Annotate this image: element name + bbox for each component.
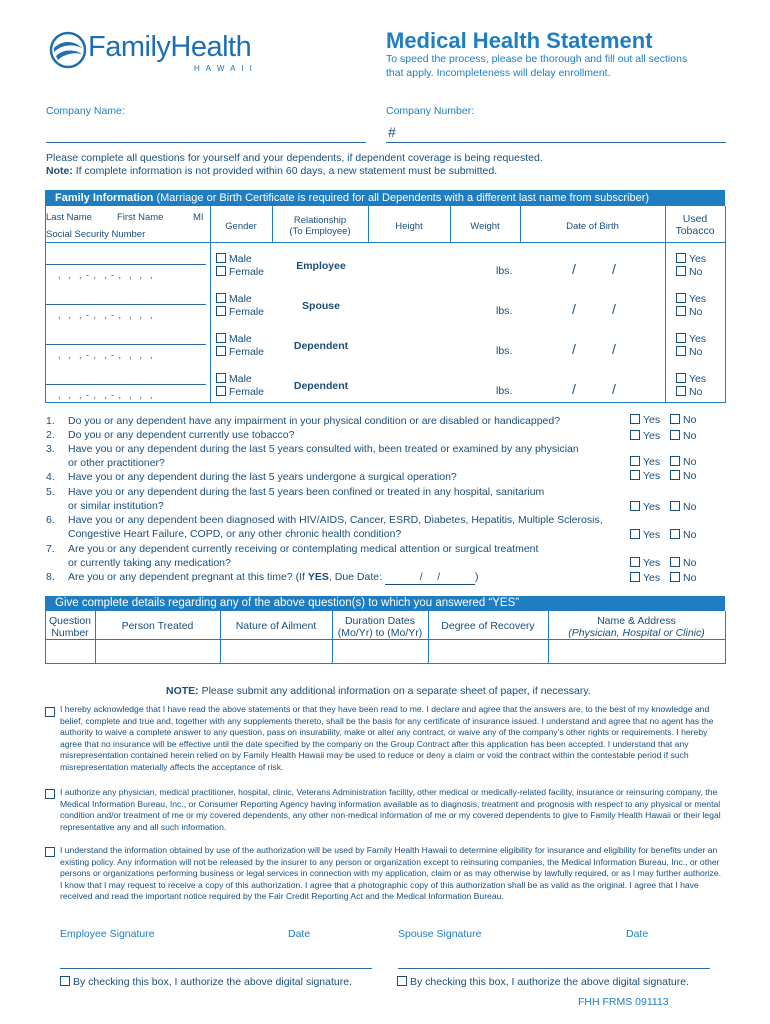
ssn-field[interactable]: , , , - , , - , , , , xyxy=(58,390,154,400)
details-col-duration-2: (Mo/Yr) to (Mo/Yr) xyxy=(337,627,423,639)
female-label: Female xyxy=(229,306,265,318)
no-label: No xyxy=(689,266,703,278)
question-item xyxy=(46,414,560,428)
no-checkbox[interactable] xyxy=(676,306,686,316)
yes-checkbox[interactable] xyxy=(630,501,640,511)
tobacco-yes[interactable] xyxy=(676,373,706,386)
no-checkbox[interactable] xyxy=(670,470,680,480)
col-ssn: Social Security Number xyxy=(46,229,146,240)
question-yes[interactable] xyxy=(630,501,660,513)
weight-unit: lbs. xyxy=(496,345,513,357)
understand-checkbox[interactable] xyxy=(45,847,55,857)
tobacco-no[interactable] xyxy=(676,386,702,399)
question-no[interactable] xyxy=(670,501,696,513)
employee-signature-field[interactable] xyxy=(60,968,372,969)
question-no[interactable] xyxy=(670,572,696,584)
company-number-label: Company Number: xyxy=(386,105,475,117)
dob-separator: / xyxy=(612,301,616,317)
details-col-name xyxy=(548,615,725,639)
question-no[interactable] xyxy=(670,456,696,468)
question-yes[interactable] xyxy=(630,529,660,541)
details-col-ailment: Nature of Ailment xyxy=(235,620,317,632)
question-text-2: or other practitioner? xyxy=(68,457,165,469)
question-text-after: , Due Date: xyxy=(328,571,385,583)
question-text: Are you or any dependent pregnant at this time? (If xyxy=(68,571,308,583)
details-col-recovery: Degree of Recovery xyxy=(441,620,535,632)
tobacco-yes[interactable] xyxy=(676,333,706,346)
no-label: No xyxy=(683,456,697,468)
yes-label: Yes xyxy=(643,501,661,513)
question-number: 7. xyxy=(46,543,55,555)
question-yes[interactable] xyxy=(630,557,660,569)
male-checkbox[interactable] xyxy=(216,373,226,383)
yes-label: Yes xyxy=(689,373,707,385)
question-yes[interactable] xyxy=(630,456,660,468)
question-number: 8. xyxy=(46,571,55,583)
question-text-2: Congestive Heart Failure, COPD, or any other chronic health condition? xyxy=(68,528,402,540)
yes-checkbox[interactable] xyxy=(676,293,686,303)
intro-line-1: Please complete all questions for yourself and your dependents, if dependent coverage is being requested. xyxy=(46,152,543,164)
question-text-2: or currently taking any medication? xyxy=(68,557,231,569)
yes-checkbox[interactable] xyxy=(630,414,640,424)
yes-label: Yes xyxy=(643,414,661,426)
weight-unit: lbs. xyxy=(496,305,513,317)
no-label: No xyxy=(683,430,697,442)
question-item xyxy=(46,470,457,484)
no-label: No xyxy=(683,557,697,569)
tobacco-no[interactable] xyxy=(676,306,702,319)
note-line xyxy=(166,685,591,697)
col-first-name: First Name xyxy=(117,212,164,223)
question-item xyxy=(46,428,294,442)
intro-text xyxy=(46,152,543,178)
no-checkbox[interactable] xyxy=(670,572,680,582)
name-field[interactable] xyxy=(46,344,206,345)
no-label: No xyxy=(683,529,697,541)
details-bar xyxy=(45,596,725,611)
question-number: 1. xyxy=(46,415,55,427)
yes-label: Yes xyxy=(689,293,707,305)
details-bar-title: Give complete details regarding any of the above question(s) to which you answered “YES” xyxy=(55,597,520,609)
ssn-field[interactable]: , , , - , , - , , , , xyxy=(58,310,154,320)
question-text: Have you or any dependent during the last 5 years undergone a surgical operation? xyxy=(68,471,457,483)
intro-line-2 xyxy=(46,165,543,178)
question-item xyxy=(46,513,603,541)
tobacco-yes[interactable] xyxy=(676,253,706,266)
no-checkbox[interactable] xyxy=(670,414,680,424)
gender-female[interactable] xyxy=(216,266,264,279)
col-mi: MI xyxy=(193,212,204,223)
weight-unit: lbs. xyxy=(496,265,513,277)
question-number: 3. xyxy=(46,443,55,455)
gender-male[interactable] xyxy=(216,293,252,306)
female-checkbox[interactable] xyxy=(216,306,226,316)
yes-label: Yes xyxy=(643,529,661,541)
female-checkbox[interactable] xyxy=(216,266,226,276)
yes-label: Yes xyxy=(689,253,707,265)
divider xyxy=(45,639,725,640)
spouse-digital-text: By checking this box, I authorize the above digital signature. xyxy=(410,976,689,988)
acknowledge-checkbox[interactable] xyxy=(45,707,55,717)
question-item xyxy=(46,442,579,470)
yes-checkbox[interactable] xyxy=(630,456,640,466)
male-checkbox[interactable] xyxy=(216,333,226,343)
dob-separator: / xyxy=(612,341,616,357)
relationship-label: Dependent xyxy=(293,380,349,392)
no-checkbox[interactable] xyxy=(676,346,686,356)
details-col-question-1: Question xyxy=(48,615,92,627)
yes-checkbox[interactable] xyxy=(676,253,686,263)
spouse-signature-field[interactable] xyxy=(398,968,710,969)
authorize-text: I authorize any physician, medical practitioner, hospital, clinic, Veterans Administration facility, other medical or medically-related facility, insurance or reinsuring company, the Medical Information Bureau, Inc., or Consumer Reporting Agency having information available as to diagnosis, treatment and prognosis with respect to any physical or mental condition and/or treatment of me or my covered dependents, any other non-medical information of me or my covered dependents to give to Family Health Hawaii or their legal representative any and all such information. xyxy=(60,787,721,832)
yes-label: Yes xyxy=(689,333,707,345)
spouse-date-label: Date xyxy=(626,928,649,940)
note-text: Please submit any additional information on a separate sheet of paper, if necessary. xyxy=(198,685,591,697)
col-relationship xyxy=(272,215,368,237)
weight-unit: lbs. xyxy=(496,385,513,397)
question-item: 8. Are you or any dependent pregnant at this time? (If YES, Due Date: / / ) xyxy=(46,571,479,583)
male-label: Male xyxy=(229,253,252,265)
divider xyxy=(95,611,96,664)
question-no[interactable] xyxy=(670,470,696,482)
page-title: Medical Health Statement xyxy=(386,28,653,53)
col-relationship-1: Relationship xyxy=(293,215,347,226)
no-checkbox[interactable] xyxy=(670,557,680,567)
yes-checkbox[interactable] xyxy=(630,529,640,539)
details-col-name-1: Name & Address xyxy=(597,615,676,627)
dob-separator: / xyxy=(572,381,576,397)
understand-text: I understand the information obtained by use of the authorization will be used by Family Health Hawaii to determine eligibility for insurance and eligibility for benefits under an existing policy. Any information will not be released by the insurer to any person or organization except to reinsuring companies, the Medical Information Bureau, Inc., or other persons or organizations performing business or legal services in connection with my application, claim or as may otherwise by lawfully required, or as I may further authorize. I know that I may request to receive a copy of this authorization. I agree that a photographic copy of this authorization shall be as valid as the original. I agree that I have received and read the important notice required by the Fair Credit Reporting Act and the Medical Information Bureau. xyxy=(60,845,722,902)
question-yes[interactable] xyxy=(630,572,660,584)
no-checkbox[interactable] xyxy=(670,456,680,466)
yes-label: Yes xyxy=(643,572,661,584)
no-label: No xyxy=(689,346,703,358)
divider xyxy=(45,242,725,243)
question-text: Have you or any dependent during the last 5 years consulted with, been treated or examined by any physician xyxy=(68,443,579,455)
no-checkbox[interactable] xyxy=(670,529,680,539)
no-checkbox[interactable] xyxy=(670,501,680,511)
spouse-signature-label: Spouse Signature xyxy=(398,928,482,940)
tobacco-yes[interactable] xyxy=(676,293,706,306)
dob-separator: / xyxy=(572,341,576,357)
male-label: Male xyxy=(229,333,252,345)
details-col-question-2: Number xyxy=(51,627,89,639)
no-checkbox[interactable] xyxy=(676,386,686,396)
logo-name: FamilyHealth xyxy=(88,31,252,63)
yes-label: Yes xyxy=(643,456,661,468)
gender-female[interactable] xyxy=(216,346,264,359)
yes-checkbox[interactable] xyxy=(630,470,640,480)
family-health-logo xyxy=(48,30,88,70)
question-text-bold: YES xyxy=(307,571,329,583)
question-item xyxy=(46,542,538,570)
no-label: No xyxy=(683,572,697,584)
question-no[interactable] xyxy=(670,529,696,541)
no-label: No xyxy=(683,414,697,426)
no-checkbox[interactable] xyxy=(676,266,686,276)
question-number: 2. xyxy=(46,429,55,441)
male-label: Male xyxy=(229,373,252,385)
relationship-label: Employee xyxy=(296,260,346,272)
tobacco-no[interactable] xyxy=(676,346,702,359)
question-text: Are you or any dependent currently receiving or contemplating medical attention or surgical treatment xyxy=(68,543,539,555)
question-item xyxy=(46,485,544,513)
no-label: No xyxy=(683,470,697,482)
logo-sub: HAWAII xyxy=(194,64,258,73)
page-subtitle: To speed the process, please be thorough and fill out all sections that apply. Incompleteness will delay enrollment. xyxy=(386,53,688,79)
company-name-label: Company Name: xyxy=(46,105,125,117)
dob-separator: / xyxy=(572,261,576,277)
details-col-person: Person Treated xyxy=(121,620,194,632)
female-label: Female xyxy=(229,266,265,278)
question-yes[interactable] xyxy=(630,414,660,426)
yes-checkbox[interactable] xyxy=(676,373,686,383)
question-no[interactable] xyxy=(670,557,696,569)
question-no[interactable] xyxy=(670,430,696,442)
question-text: Do you or any dependent currently use tobacco? xyxy=(68,429,295,441)
name-field[interactable] xyxy=(46,264,206,265)
divider xyxy=(428,611,429,664)
intro-note-label: Note: xyxy=(46,165,73,177)
name-field[interactable] xyxy=(46,384,206,385)
question-yes[interactable] xyxy=(630,470,660,482)
col-tobacco-1: Used xyxy=(682,213,708,225)
col-relationship-2: (To Employee) xyxy=(289,226,351,237)
acknowledge-text: I hereby acknowledge that I have read the above statements or that they have been read to me. I declare and agree that the answers are, to the best of my knowledge and belief, complete and true and, together with any supplements thereto, shall be the basis for any certificate of insurance issued. I understand and agree that no agent has the authority to waive a complete answer to any question, pass on insurability, make or alter any contract, or waive any of the company’s other rights or requirements. I hereby agree that no insurance will be effective until the date specified by the company on the Group Contract after this application has been accepted. I understand that any misrepresentation contained herein relied on by Family Health Hawaii may be used to reduce or deny a claim or void the contract within the contestable period if such misrepresentation materially affects the acceptance of risk. xyxy=(60,704,714,772)
question-number: 6. xyxy=(46,514,55,526)
spouse-digital-consent[interactable] xyxy=(397,976,689,988)
details-col-question xyxy=(45,615,95,639)
yes-checkbox[interactable] xyxy=(630,572,640,582)
relationship-label: Dependent xyxy=(293,340,349,352)
col-tobacco-2: Tobacco xyxy=(675,225,715,237)
ssn-field[interactable]: , , , - , , - , , , , xyxy=(58,350,154,360)
company-name-field[interactable] xyxy=(46,142,366,143)
dob-separator: / xyxy=(572,301,576,317)
employee-digital-text: By checking this box, I authorize the above digital signature. xyxy=(73,976,352,988)
tobacco-no[interactable] xyxy=(676,266,702,279)
company-number-field[interactable] xyxy=(386,142,726,143)
female-checkbox[interactable] xyxy=(216,386,226,396)
no-label: No xyxy=(683,501,697,513)
gender-male[interactable] xyxy=(216,333,252,346)
col-height: Height xyxy=(395,221,423,232)
question-text-2: or similar institution? xyxy=(68,500,164,512)
divider xyxy=(210,206,211,402)
authorize-checkbox[interactable] xyxy=(45,789,55,799)
employee-digital-consent[interactable] xyxy=(60,976,352,988)
ssn-field[interactable]: , , , - , , - , , , , xyxy=(58,270,154,280)
details-col-duration-1: Duration Dates xyxy=(344,615,416,627)
dob-separator: / xyxy=(612,261,616,277)
female-checkbox[interactable] xyxy=(216,346,226,356)
col-weight: Weight xyxy=(470,221,500,232)
due-date-field[interactable]: / / xyxy=(385,570,475,585)
family-info-title: Family Information xyxy=(55,192,154,204)
gender-female[interactable] xyxy=(216,306,264,319)
gender-male[interactable] xyxy=(216,373,252,386)
gender-female[interactable] xyxy=(216,386,264,399)
male-checkbox[interactable] xyxy=(216,253,226,263)
employee-date-label: Date xyxy=(288,928,311,940)
yes-checkbox[interactable] xyxy=(630,557,640,567)
details-col-duration xyxy=(332,615,428,639)
yes-label: Yes xyxy=(643,557,661,569)
note-label: NOTE: xyxy=(166,685,199,697)
no-label: No xyxy=(689,306,703,318)
question-no[interactable] xyxy=(670,414,696,426)
dob-separator: / xyxy=(612,381,616,397)
col-last-name: Last Name xyxy=(46,212,92,223)
yes-checkbox[interactable] xyxy=(630,430,640,440)
details-col-name-2: (Physician, Hospital or Clinic) xyxy=(568,627,705,639)
question-text: Do you or any dependent have any impairment in your physical condition or are disabled or handicapped? xyxy=(68,415,561,427)
question-text: Have you or any dependent been diagnosed with HIV/AIDS, Cancer, ESRD, Diabetes, Hepatitis, Multiple Sclerosis, xyxy=(68,514,603,526)
no-label: No xyxy=(689,386,703,398)
name-field[interactable] xyxy=(46,304,206,305)
spouse-digital-checkbox[interactable] xyxy=(397,976,407,986)
female-label: Female xyxy=(229,346,265,358)
gender-male[interactable] xyxy=(216,253,252,266)
employee-signature-label: Employee Signature xyxy=(60,928,155,940)
male-label: Male xyxy=(229,293,252,305)
col-tobacco xyxy=(665,213,725,237)
col-gender: Gender xyxy=(225,221,257,232)
female-label: Female xyxy=(229,386,265,398)
family-info-bar xyxy=(45,190,725,206)
form-code: FHH FRMS 091113 xyxy=(578,996,669,1008)
yes-label: Yes xyxy=(643,430,661,442)
question-text: Have you or any dependent during the last 5 years been confined or treated in any hospital, sanitarium xyxy=(68,486,545,498)
male-checkbox[interactable] xyxy=(216,293,226,303)
yes-checkbox[interactable] xyxy=(676,333,686,343)
no-checkbox[interactable] xyxy=(670,430,680,440)
intro-note-text: If complete information is not provided within 60 days, a new statement must be submitted. xyxy=(72,165,498,177)
col-dob: Date of Birth xyxy=(566,221,619,232)
question-number: 4. xyxy=(46,471,55,483)
question-number: 5. xyxy=(46,486,55,498)
company-number-prefix: # xyxy=(388,124,396,140)
employee-digital-checkbox[interactable] xyxy=(60,976,70,986)
family-info-note: (Marriage or Birth Certificate is required for all Dependents with a different last name from subscriber) xyxy=(153,192,650,204)
relationship-label: Spouse xyxy=(302,300,340,312)
divider xyxy=(220,611,221,664)
question-yes[interactable] xyxy=(630,430,660,442)
yes-label: Yes xyxy=(643,470,661,482)
